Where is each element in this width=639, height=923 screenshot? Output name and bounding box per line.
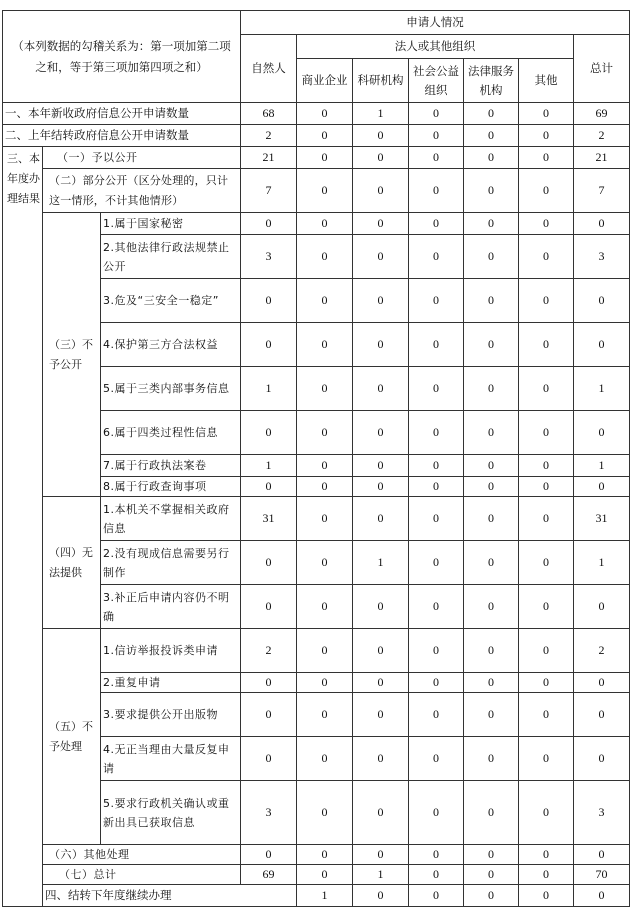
cell: 69	[241, 865, 297, 885]
cell: 0	[574, 213, 630, 235]
cell: 0	[241, 477, 297, 497]
cell: 0	[519, 323, 574, 367]
cell: 0	[297, 103, 353, 125]
row-total-label: （七）总计	[43, 865, 241, 885]
header-note: （本列数据的勾稽关系为：第一项加第二项之和，等于第三项加第四项之和）	[3, 11, 241, 103]
cell: 1	[241, 367, 297, 411]
item-label: 3.要求提供公开出版物	[101, 693, 241, 737]
cell: 0	[519, 865, 574, 885]
header-natural-person: 自然人	[241, 35, 297, 103]
cell: 0	[241, 845, 297, 865]
cell: 1	[353, 541, 409, 585]
cell: 0	[297, 279, 353, 323]
cell: 0	[297, 367, 353, 411]
cell: 0	[519, 585, 574, 629]
header-applicant: 申请人情况	[241, 11, 630, 35]
cell: 0	[409, 629, 464, 673]
group-label-not-handled: （五）不予处理	[43, 629, 101, 845]
cell: 0	[409, 125, 464, 147]
item-label: 1.本机关不掌握相关政府信息	[101, 497, 241, 541]
row-next-year-label: 四、结转下年度继续办理	[43, 885, 297, 907]
table-row	[3, 147, 630, 169]
cell: 0	[464, 235, 519, 279]
cell: 0	[574, 411, 630, 455]
cell: 0	[409, 585, 464, 629]
cell: 0	[409, 279, 464, 323]
cell: 2	[241, 629, 297, 673]
item-label: 2.重复申请	[101, 673, 241, 693]
cell: 0	[297, 169, 353, 213]
cell: 0	[519, 103, 574, 125]
cell: 0	[297, 497, 353, 541]
cell: 0	[297, 147, 353, 169]
cell: 0	[574, 477, 630, 497]
cell: 0	[464, 885, 519, 907]
cell: 0	[241, 213, 297, 235]
table-row	[3, 169, 630, 213]
cell: 0	[241, 411, 297, 455]
cell: 0	[297, 865, 353, 885]
cell: 0	[519, 673, 574, 693]
item-label: 7.属于行政执法案卷	[101, 455, 241, 477]
cell: 0	[464, 845, 519, 865]
cell: 0	[297, 629, 353, 673]
item-label: 2.没有现成信息需要另行制作	[101, 541, 241, 585]
cell: 0	[409, 845, 464, 865]
cell: 0	[353, 213, 409, 235]
cell: 0	[297, 477, 353, 497]
cell: 0	[409, 147, 464, 169]
table-row	[3, 845, 630, 865]
cell: 0	[353, 781, 409, 845]
cell: 0	[353, 367, 409, 411]
cell: 0	[464, 103, 519, 125]
cell: 0	[297, 411, 353, 455]
row-carry-label: 二、上年结转政府信息公开申请数量	[3, 125, 241, 147]
cell: 1	[241, 455, 297, 477]
cell: 0	[353, 125, 409, 147]
cell: 0	[574, 693, 630, 737]
header-legal-entity: 法人或其他组织	[297, 35, 574, 59]
cell: 0	[241, 323, 297, 367]
cell: 0	[353, 673, 409, 693]
cell: 0	[464, 693, 519, 737]
cell: 0	[297, 845, 353, 865]
cell: 0	[409, 411, 464, 455]
cell: 0	[464, 541, 519, 585]
cell: 0	[464, 367, 519, 411]
cell: 0	[464, 497, 519, 541]
cell: 3	[241, 235, 297, 279]
cell: 1	[297, 885, 353, 907]
cell: 0	[574, 279, 630, 323]
cell: 0	[409, 781, 464, 845]
cell: 0	[519, 125, 574, 147]
cell: 0	[297, 235, 353, 279]
cell: 0	[464, 125, 519, 147]
header-law-service: 法律服务机构	[464, 59, 519, 103]
cell: 0	[519, 411, 574, 455]
section3-label: 三、本年度办理结果	[3, 147, 43, 907]
cell: 21	[241, 147, 297, 169]
cell: 0	[409, 541, 464, 585]
cell: 0	[297, 125, 353, 147]
cell: 31	[574, 497, 630, 541]
cell: 31	[241, 497, 297, 541]
cell: 0	[353, 845, 409, 865]
header-commercial: 商业企业	[297, 59, 353, 103]
table-row	[3, 629, 630, 673]
item-label: 6.属于四类过程性信息	[101, 411, 241, 455]
cell: 0	[519, 455, 574, 477]
gov-info-disclosure-table	[2, 10, 630, 907]
cell: 0	[464, 585, 519, 629]
cell: 0	[464, 213, 519, 235]
table-row	[3, 865, 630, 885]
cell: 1	[574, 541, 630, 585]
cell: 0	[353, 585, 409, 629]
header-total: 总计	[574, 35, 630, 103]
cell: 0	[574, 885, 630, 907]
cell: 0	[519, 279, 574, 323]
cell: 0	[297, 213, 353, 235]
cell: 0	[409, 497, 464, 541]
cell: 0	[353, 279, 409, 323]
cell: 0	[574, 737, 630, 781]
item-label: 4.无正当理由大量反复申请	[101, 737, 241, 781]
cell: 0	[297, 541, 353, 585]
cell: 0	[409, 673, 464, 693]
cell: 0	[519, 169, 574, 213]
cell: 0	[297, 781, 353, 845]
cell: 0	[353, 737, 409, 781]
cell: 0	[353, 169, 409, 213]
cell: 3	[241, 781, 297, 845]
header-other: 其他	[519, 59, 574, 103]
cell: 0	[409, 693, 464, 737]
cell: 0	[519, 693, 574, 737]
item-label: 3.危及“三安全一稳定”	[101, 279, 241, 323]
cell: 0	[353, 323, 409, 367]
cell: 0	[574, 673, 630, 693]
table-row	[3, 213, 630, 235]
cell: 0	[353, 693, 409, 737]
cell: 0	[353, 629, 409, 673]
cell: 0	[519, 885, 574, 907]
cell: 0	[241, 585, 297, 629]
cell: 0	[241, 693, 297, 737]
item-label: 1.属于国家秘密	[101, 213, 241, 235]
cell: 1	[574, 367, 630, 411]
cell: 0	[409, 455, 464, 477]
row-partial-label: （二）部分公开（区分处理的，只计这一情形，不计其他情形）	[43, 169, 241, 213]
header-research: 科研机构	[353, 59, 409, 103]
cell: 69	[574, 103, 630, 125]
cell: 0	[464, 477, 519, 497]
cell: 0	[353, 455, 409, 477]
table-row	[3, 125, 630, 147]
cell: 7	[241, 169, 297, 213]
cell: 2	[574, 629, 630, 673]
cell: 3	[574, 235, 630, 279]
cell: 0	[241, 737, 297, 781]
cell: 0	[297, 455, 353, 477]
cell: 0	[574, 845, 630, 865]
cell: 0	[297, 585, 353, 629]
cell: 0	[464, 673, 519, 693]
item-label: 5.属于三类内部事务信息	[101, 367, 241, 411]
cell: 0	[464, 169, 519, 213]
cell: 0	[519, 147, 574, 169]
cell: 3	[574, 781, 630, 845]
cell: 0	[464, 279, 519, 323]
cell: 0	[519, 781, 574, 845]
cell: 0	[241, 541, 297, 585]
row-open-label: （一）予以公开	[43, 147, 241, 169]
cell: 0	[409, 737, 464, 781]
item-label: 8.属于行政查询事项	[101, 477, 241, 497]
cell: 2	[241, 125, 297, 147]
cell: 1	[353, 865, 409, 885]
table-row	[3, 497, 630, 541]
item-label: 5.要求行政机关确认或重新出具已获取信息	[101, 781, 241, 845]
cell: 0	[297, 693, 353, 737]
item-label: 2.其他法律行政法规禁止公开	[101, 235, 241, 279]
cell: 0	[241, 279, 297, 323]
cell: 0	[464, 147, 519, 169]
cell: 0	[353, 885, 409, 907]
cell: 0	[519, 629, 574, 673]
cell: 1	[353, 103, 409, 125]
cell: 0	[297, 323, 353, 367]
cell: 0	[464, 737, 519, 781]
cell: 0	[519, 737, 574, 781]
cell: 0	[409, 367, 464, 411]
table-row	[3, 885, 630, 907]
cell: 7	[574, 169, 630, 213]
cell: 2	[574, 125, 630, 147]
group-label-unable: （四）无法提供	[43, 497, 101, 629]
cell: 0	[519, 235, 574, 279]
group-label-withhold: （三）不予公开	[43, 213, 101, 497]
cell: 0	[297, 737, 353, 781]
cell: 68	[241, 103, 297, 125]
cell: 0	[353, 235, 409, 279]
cell: 0	[519, 367, 574, 411]
cell: 0	[464, 323, 519, 367]
cell: 0	[353, 411, 409, 455]
cell: 0	[409, 235, 464, 279]
cell: 0	[409, 323, 464, 367]
cell: 0	[297, 673, 353, 693]
cell: 0	[464, 865, 519, 885]
row-new-label: 一、本年新收政府信息公开申请数量	[3, 103, 241, 125]
cell: 1	[574, 455, 630, 477]
table-row	[3, 103, 630, 125]
cell: 0	[464, 411, 519, 455]
header-social: 社会公益组织	[409, 59, 464, 103]
cell: 0	[409, 103, 464, 125]
cell: 0	[464, 455, 519, 477]
cell: 0	[353, 497, 409, 541]
cell: 0	[519, 477, 574, 497]
cell: 0	[409, 477, 464, 497]
cell: 0	[353, 477, 409, 497]
cell: 0	[409, 885, 464, 907]
cell: 0	[409, 169, 464, 213]
row-other-handle-label: （六）其他处理	[43, 845, 241, 865]
cell: 0	[409, 213, 464, 235]
cell: 21	[574, 147, 630, 169]
cell: 0	[519, 845, 574, 865]
cell: 0	[464, 629, 519, 673]
cell: 0	[241, 673, 297, 693]
item-label: 3.补正后申请内容仍不明确	[101, 585, 241, 629]
cell: 0	[574, 323, 630, 367]
cell: 0	[464, 781, 519, 845]
item-label: 4.保护第三方合法权益	[101, 323, 241, 367]
cell: 0	[519, 497, 574, 541]
cell: 0	[519, 541, 574, 585]
cell: 0	[353, 147, 409, 169]
cell: 0	[409, 865, 464, 885]
cell: 70	[574, 865, 630, 885]
item-label: 1.信访举报投诉类申请	[101, 629, 241, 673]
cell: 0	[519, 213, 574, 235]
cell: 0	[574, 585, 630, 629]
